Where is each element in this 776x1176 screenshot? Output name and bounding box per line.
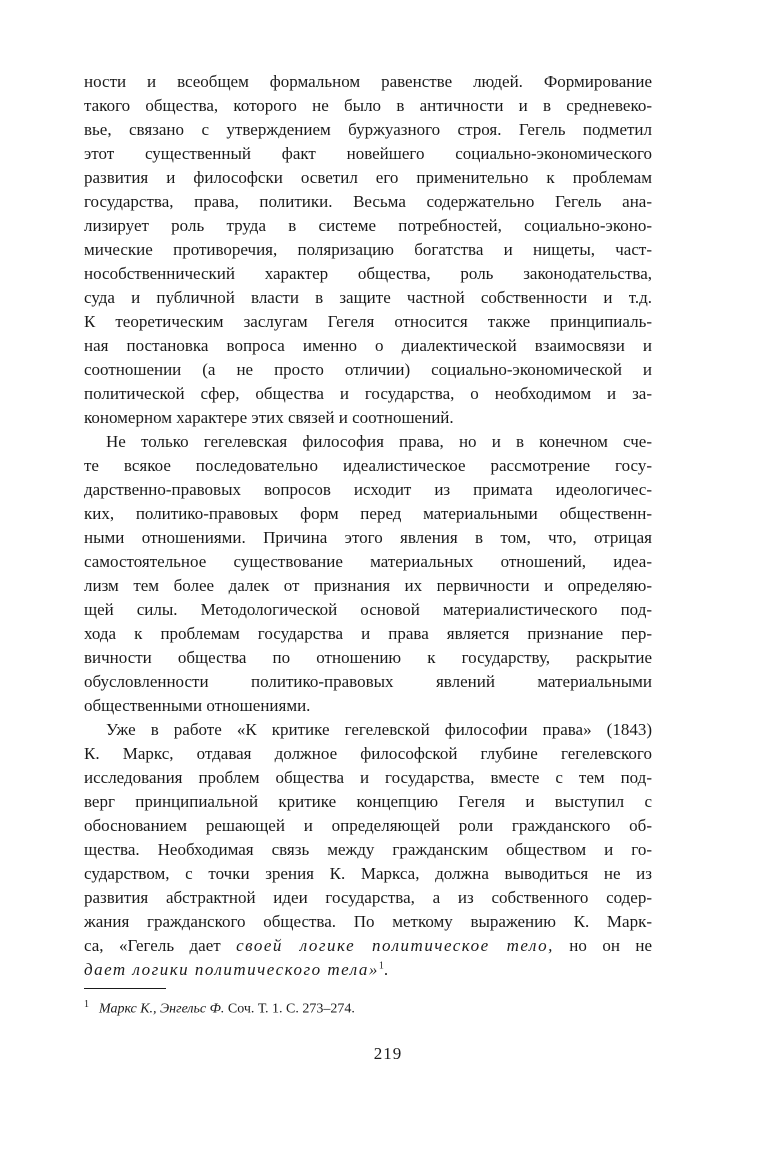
text-line: Уже в работе «К критике гегелевской философии права» (1843)	[106, 720, 652, 739]
text-line: мические противоречия, поляризацию богатства и нищеты, част-	[84, 240, 652, 259]
text-line: политической сфер, общества и государства, о необходимом и за-	[84, 384, 652, 403]
paragraph-3	[84, 718, 652, 982]
text-line: ности и всеобщем формальном равенстве людей. Формирование	[84, 72, 652, 91]
text-line: обоснованием решающей и определяющей роли гражданского об-	[84, 816, 652, 835]
quote-tail-text: но он не	[553, 936, 652, 955]
text-line-with-quote	[84, 934, 652, 958]
text-line: исследования проблем общества и государства, вместе с тем под-	[84, 768, 652, 787]
footnote-citation: Соч. Т. 1. С. 273–274.	[227, 1001, 355, 1017]
footnote-divider	[84, 988, 166, 989]
text-line: лизм тем более далек от признания их первичности и определяю-	[84, 576, 652, 595]
footnote-reference[interactable]: 1	[378, 960, 384, 972]
quote-tail-text: .	[383, 960, 389, 979]
text-line: ными отношениями. Причина этого явления в том, что, отрицая	[84, 528, 652, 547]
text-line-with-quote	[84, 958, 652, 982]
text-line: верг принципиальной критике концепцию Гегеля и выступил с	[84, 792, 652, 811]
paragraph-2	[84, 430, 652, 718]
text-line: развития и философски осветил его применительно к проблемам	[84, 168, 652, 187]
text-line: щей силы. Методологической основой материалистического под-	[84, 600, 652, 619]
text-line: лизирует роль труда в системе потребностей, социально-эконо-	[84, 216, 652, 235]
text-line: общественными отношениями.	[84, 696, 311, 715]
text-line: кономерном характере этих связей и соотношений.	[84, 408, 454, 427]
text-line: самостоятельное существование материальных отношений, идеа-	[84, 552, 652, 571]
text-line: те всякое последовательно идеалистическое рассмотрение госу-	[84, 456, 652, 475]
text-line: ких, политико-правовых форм перед материальными общественн-	[84, 504, 652, 523]
footnote-mark: 1	[84, 999, 89, 1010]
text-line: обусловленности политико-правовых явлений материальными	[84, 672, 652, 691]
text-line: государства, права, политики. Весьма содержательно Гегель ана-	[84, 192, 652, 211]
text-line: этот существенный факт новейшего социально-экономического	[84, 144, 652, 163]
text-line: Не только гегелевская философия права, но и в конечном сче-	[106, 432, 652, 451]
text-line: вье, связано с утверждением буржуазного строя. Гегель подметил	[84, 120, 652, 139]
text-line: хода к проблемам государства и права является признание пер-	[84, 624, 652, 643]
quote-italic-text: дает логики политического тела»	[84, 960, 379, 979]
footnote-authors: Маркс К., Энгельс Ф.	[99, 1001, 225, 1017]
text-line: К теоретическим заслугам Гегеля относится также принципиаль-	[84, 312, 652, 331]
text-line: сударством, с точки зрения К. Маркса, должна выводиться не из	[84, 864, 652, 883]
text-line: суда и публичной власти в защите частной собственности и т.д.	[84, 288, 652, 307]
text-line: соотношении (а не просто отличии) социально-экономической и	[84, 360, 652, 379]
text-line: жания гражданского общества. По меткому выражению К. Марк-	[84, 912, 652, 931]
text-line: К. Маркс, отдавая должное философской глубине гегелевского	[84, 744, 652, 763]
quote-italic-text: своей логике политическое тело,	[236, 936, 554, 955]
text-line: дарственно-правовых вопросов исходит из примата идеологичес-	[84, 480, 652, 499]
footnote	[84, 996, 355, 1019]
quote-lead-text: са, «Гегель дает	[84, 936, 237, 955]
page-body	[84, 70, 652, 982]
text-line: вичности общества по отношению к государству, раскрытие	[84, 648, 652, 667]
text-line: щества. Необходимая связь между гражданским обществом и го-	[84, 840, 652, 859]
page-number: 219	[373, 1044, 403, 1063]
paragraph-1	[84, 70, 652, 430]
text-line: нособственнический характер общества, роль законодательства,	[84, 264, 652, 283]
text-line: развития абстрактной идеи государства, а из собственного содер-	[84, 888, 652, 907]
text-line: ная постановка вопроса именно о диалектической взаимосвязи и	[84, 336, 652, 355]
text-line: такого общества, которого не было в античности и в средневеко-	[84, 96, 652, 115]
